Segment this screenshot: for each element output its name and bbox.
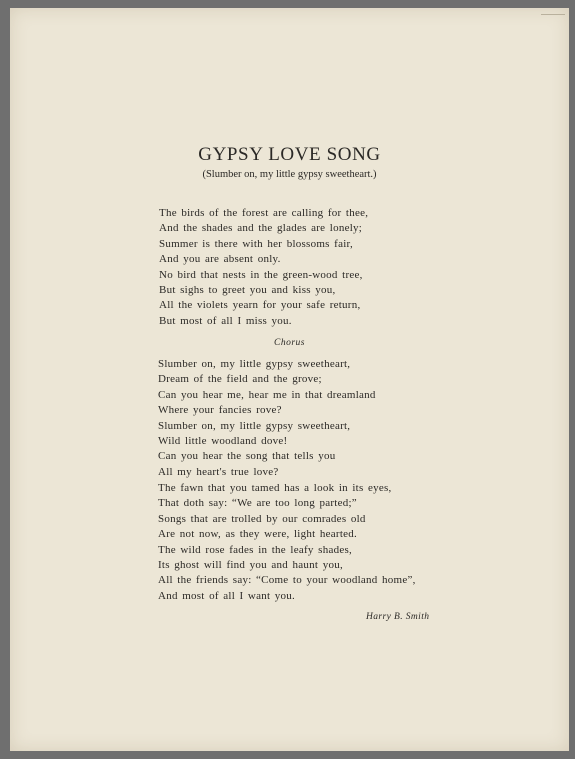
verse-line: The fawn that you tamed has a look in its eyes, <box>158 482 392 494</box>
verse-line: Are not now, as they were, light hearted. <box>158 528 358 541</box>
chorus-line: Can you hear the song that tells you <box>158 450 336 463</box>
verse-two <box>158 481 416 604</box>
verse-line: That doth say: “We are too long parted;” <box>158 497 357 510</box>
chorus-line: Can you hear me, hear me in that dreamland <box>158 388 376 401</box>
chorus-line: All my heart's true love? <box>158 465 279 478</box>
sheet-music-page <box>10 8 569 751</box>
verse-line: But most of all I miss you. <box>159 314 292 327</box>
chorus-line: Slumber on, my little gypsy sweetheart, <box>158 358 351 370</box>
verse-line: And the shades and the glades are lonely; <box>159 222 363 235</box>
chorus-line: Wild little woodland dove! <box>158 435 288 448</box>
chorus-heading: Chorus <box>274 338 305 348</box>
verse-line: No bird that nests in the green-wood tree, <box>159 268 363 281</box>
verse-line: And most of all I want you. <box>158 589 296 602</box>
song-title: GYPSY LOVE SONG <box>198 144 381 165</box>
verse-one <box>159 206 368 329</box>
verse-line: Summer is there with her blossoms fair, <box>159 237 353 250</box>
chorus-line: Dream of the field and the grove; <box>158 373 322 386</box>
verse-line: The wild rose fades in the leafy shades, <box>158 543 352 556</box>
author-credit: Harry B. Smith <box>366 612 430 622</box>
verse-line: And you are absent only. <box>159 253 281 266</box>
page-edge-mark <box>541 14 565 15</box>
chorus-line: Where your fancies rove? <box>158 404 282 417</box>
verse-line: Its ghost will find you and haunt you, <box>158 559 343 572</box>
verse-line: The birds of the forest are calling for thee, <box>159 207 369 219</box>
verse-line: But sighs to greet you and kiss you, <box>159 284 336 297</box>
song-subtitle: (Slumber on, my little gypsy sweetheart.) <box>202 169 377 180</box>
chorus-line: Slumber on, my little gypsy sweetheart, <box>158 419 351 432</box>
verse-line: All the friends say: “Come to your woodland home”, <box>158 574 416 587</box>
verse-line: Songs that are trolled by our comrades old <box>158 512 366 525</box>
chorus <box>158 357 376 480</box>
verse-line: All the violets yearn for your safe return, <box>159 299 361 312</box>
